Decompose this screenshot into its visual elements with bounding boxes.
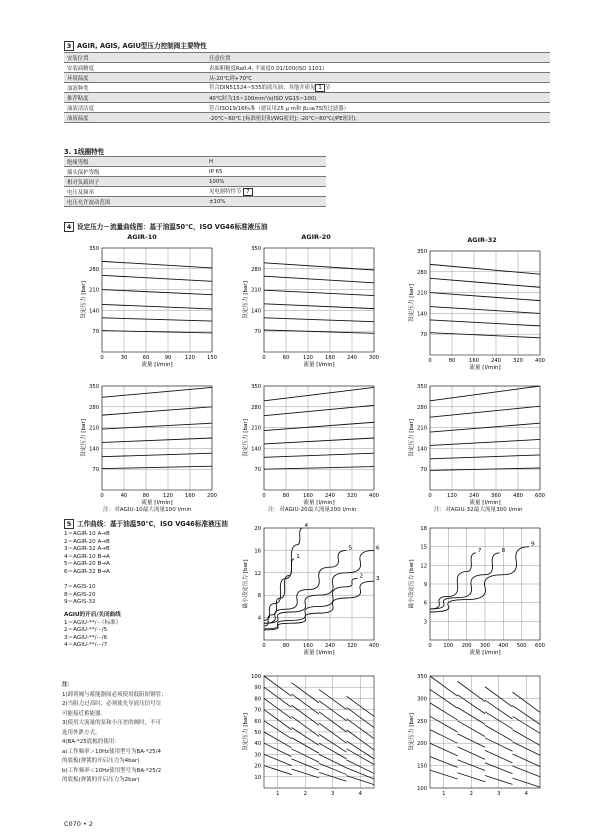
section4-title: 设定压力－流量曲线图：基于油温50℃，ISO VG46标准液压油	[77, 223, 268, 231]
y-tick-label: 140	[417, 446, 427, 453]
table-row	[64, 63, 550, 73]
series-label: 9	[531, 541, 535, 548]
notes	[62, 681, 232, 786]
x-tick-label: 240	[491, 358, 501, 364]
x-tick-label: 240	[325, 643, 335, 649]
x-axis-label: 流量 [l/min]	[303, 500, 335, 506]
chart-agir10	[78, 242, 228, 372]
x-tick-label: 600	[535, 643, 545, 649]
chart-caption: 注：对AGIU-20最大流量200 l/min	[268, 507, 357, 513]
legend-item: 4＝AGIR-10 B→A	[64, 553, 110, 560]
section5-number: 5	[64, 519, 74, 529]
y-tick-label: 90	[254, 685, 261, 692]
x-tick-label: 80	[282, 493, 290, 499]
y-tick-label: 350	[89, 384, 99, 390]
table-row	[64, 53, 550, 63]
x-tick-label: 200	[461, 643, 472, 649]
spec-value: ±10%	[206, 197, 326, 207]
page-number: C070 • 2	[64, 820, 94, 828]
x-tick-label: 320	[347, 643, 357, 649]
y-tick-label: 30	[254, 752, 261, 759]
y-tick-label: 280	[417, 404, 427, 411]
spec-value	[206, 83, 550, 93]
spec-key: 相对负载因子	[64, 177, 206, 187]
legend-item: 8＝AGIS-20	[64, 591, 96, 598]
series-label: 7	[477, 547, 482, 554]
y-tick-label: 9	[423, 582, 427, 588]
table-row	[64, 93, 550, 103]
x-axis-label: 流量 [l/min]	[469, 500, 501, 506]
x-tick-label: 80	[142, 493, 150, 499]
series-label: 8	[501, 547, 506, 554]
spec-value-suffix: 节	[324, 85, 331, 91]
series-line	[264, 422, 374, 430]
series-line	[264, 290, 374, 295]
y-tick-label: 6	[423, 600, 427, 607]
y-tick-label: 20	[254, 763, 261, 770]
x-tick-label: 360	[491, 493, 501, 499]
table-row	[64, 167, 326, 177]
y-tick-label: 70	[420, 332, 427, 339]
note-line: 1)卸荷阀与蓄能器间必须使用低阻短钢管；	[62, 691, 167, 698]
x-tick-label: 0	[428, 493, 432, 499]
x-tick-label: 320	[513, 358, 523, 364]
y-tick-label: 280	[89, 266, 99, 273]
chart-agiu10	[78, 380, 228, 510]
y-tick-label: 70	[254, 707, 261, 714]
section-ref: 7	[243, 188, 252, 196]
series-label: 3	[376, 576, 380, 583]
x-tick-label: 400	[369, 643, 379, 649]
y-tick-label: 100	[417, 786, 427, 792]
y-tick-label: 280	[417, 269, 427, 276]
chart-title-agir20: AGIR-20	[301, 233, 331, 241]
series-label: 4	[304, 523, 309, 529]
series-line	[430, 455, 540, 459]
coil-table	[64, 156, 326, 207]
series-label: 5	[348, 545, 353, 552]
section3-heading	[64, 40, 207, 51]
series-line	[102, 438, 212, 442]
table-row	[64, 103, 550, 113]
y-tick-label: 80	[254, 696, 261, 703]
series-line	[102, 466, 212, 468]
y-axis-label: 设定压力 [bar]	[81, 419, 87, 457]
series-line	[430, 320, 540, 326]
chart-agir20	[240, 242, 390, 372]
note-line: a)工作频率＞10Hz使用型号为BA-*25/4	[62, 748, 162, 755]
legend-item: 7＝AGIS-10	[64, 584, 96, 591]
x-tick-label: 4	[358, 791, 362, 797]
spec-key: 安装面精度	[64, 63, 206, 73]
series-line	[264, 330, 374, 333]
plot-frame	[102, 386, 212, 490]
y-axis-label: 设定压力 [bar]	[409, 284, 415, 322]
series-line	[430, 333, 540, 338]
spec-value: 40℃时为15~100mm²/s(ISO VG15~100)	[206, 93, 550, 103]
spec-key: 电压及频率	[64, 187, 206, 197]
section5-heading	[64, 518, 228, 529]
table-row	[64, 73, 550, 83]
series-line	[102, 290, 212, 295]
chart-agiu20	[240, 380, 390, 510]
legend-item: 6＝AGIR-32 B→A	[64, 568, 110, 575]
x-tick-label: 180	[325, 355, 335, 361]
series-label: 6	[376, 545, 380, 552]
x-tick-label: 120	[303, 355, 313, 361]
y-tick-label: 8	[257, 593, 261, 600]
spec-value-text: 见电器特性节	[209, 189, 242, 195]
spec-key: 油液温度	[64, 113, 206, 123]
x-tick-label: 3	[331, 791, 335, 797]
curve-legend	[64, 531, 121, 650]
section-ref: 1	[315, 84, 324, 92]
plot-frame	[430, 251, 540, 355]
y-tick-label: 350	[417, 249, 427, 255]
y-tick-label: 70	[254, 329, 261, 336]
x-axis-label: 流量 [l/min]	[469, 365, 501, 371]
legend-item: 1＝AGIU-**/···（标准）	[64, 619, 122, 626]
section31-heading: 3. 1线圈特性	[64, 148, 105, 156]
y-tick-label: 60	[254, 718, 261, 725]
x-tick-label: 160	[469, 358, 479, 364]
y-axis-label: 最小设定压力 [bar]	[243, 559, 249, 609]
chart-title-agir10: AGIR-10	[127, 233, 157, 241]
y-tick-label: 70	[420, 467, 427, 474]
y-tick-label: 210	[417, 425, 427, 432]
spec-value: H	[206, 157, 326, 167]
x-tick-label: 120	[447, 493, 457, 499]
note-line: b)工作频率＜10Hz使用型号为BA-*25/2	[62, 767, 162, 774]
x-tick-label: 4	[524, 791, 528, 797]
chart-agir32	[406, 245, 556, 375]
legend-item: 5＝AGIR-20 B→A	[64, 561, 110, 568]
y-tick-label: 280	[251, 266, 261, 273]
y-tick-label: 300	[417, 696, 427, 703]
y-tick-label: 210	[89, 287, 99, 294]
y-tick-label: 210	[251, 287, 261, 294]
spec-key: 推荐粘度	[64, 93, 206, 103]
series-line	[102, 275, 212, 281]
spec-key: 插头保护等级	[64, 167, 206, 177]
table-row	[64, 157, 326, 167]
y-tick-label: 200	[417, 741, 427, 748]
chart-caption: 注：对AGIU-32最大流量300 l/min	[434, 507, 523, 513]
x-tick-label: 120	[163, 493, 173, 499]
section3-title: AGIR, AGIS, AGIU型压力控制阀主要特性	[77, 42, 207, 50]
spec-key: 油液清洁度	[64, 103, 206, 113]
chart-caption: 注：对AGIU-10最大流量100 l/min	[103, 507, 192, 513]
y-tick-label: 150	[417, 763, 427, 770]
spec-value: 从-20℃到+70℃	[206, 73, 550, 83]
y-tick-label: 12	[254, 570, 261, 577]
y-tick-label: 70	[254, 467, 261, 474]
x-tick-label: 0	[262, 493, 266, 499]
x-axis-label: 流量 [l/min]	[469, 650, 501, 656]
chart-agiu-high	[408, 670, 558, 810]
section4-heading	[64, 221, 267, 232]
x-axis-label: 流量 [l/min]	[303, 362, 335, 368]
series-line	[264, 318, 374, 322]
series-line	[264, 453, 374, 457]
table-row	[64, 83, 550, 93]
chart-agiu-low	[242, 670, 392, 810]
series-line	[102, 387, 212, 397]
series-line	[430, 386, 540, 401]
series-line	[430, 293, 540, 301]
spec-value: 任意位置	[206, 53, 550, 63]
series-line	[264, 559, 294, 626]
x-tick-label: 480	[513, 493, 523, 499]
section5-title: 工作曲线：基于油温50℃，ISO VG46标准液压油	[77, 520, 228, 528]
series-line	[102, 261, 212, 268]
spec-key: 电压允许波动范围	[64, 197, 206, 207]
y-tick-label: 350	[89, 246, 99, 252]
spec-value: -20℃~60℃ [标准密封和/WG密封]; -20℃~80℃(/PE密封)。	[206, 113, 550, 123]
table-row	[64, 113, 550, 123]
note-line: 2)当阻力过高时，必须使先导液压信号尽	[62, 701, 162, 707]
notes-title: 注：	[62, 682, 74, 688]
agiu-curve-title: AGIU的开启/关闭曲线	[64, 611, 121, 618]
y-tick-label: 210	[251, 425, 261, 432]
y-axis-label: 设定压力 [bar]	[409, 713, 415, 751]
y-tick-label: 140	[89, 308, 99, 315]
y-tick-label: 70	[92, 329, 99, 336]
section4-number: 4	[64, 222, 74, 232]
x-tick-label: 0	[428, 643, 432, 649]
spec-value-text: 符合DIN51524~535的液压油；其他介质见	[209, 85, 316, 91]
y-tick-label: 250	[417, 718, 427, 725]
x-tick-label: 0	[262, 643, 266, 649]
y-tick-label: 210	[89, 425, 99, 432]
y-tick-label: 10	[254, 774, 261, 781]
x-tick-label: 320	[347, 493, 357, 499]
series-line	[430, 553, 500, 609]
table-row	[64, 187, 326, 197]
x-tick-label: 60	[142, 355, 150, 361]
series-line	[264, 276, 374, 283]
x-tick-label: 160	[303, 643, 313, 649]
section3-number: 3	[64, 41, 74, 51]
legend-item: 3＝AGIR-32 A→B	[64, 546, 110, 553]
x-tick-label: 160	[303, 493, 313, 499]
legend-spacer	[64, 577, 121, 585]
legend-item: 2＝AGIU-**/···/5	[64, 627, 108, 634]
x-tick-label: 300	[369, 355, 379, 361]
x-tick-label: 100	[443, 643, 454, 649]
legend-item: 9＝AGIS-32	[64, 599, 96, 606]
series-line	[102, 407, 212, 415]
series-line	[264, 528, 303, 620]
y-tick-label: 50	[254, 730, 261, 736]
x-tick-label: 0	[100, 355, 104, 361]
plot-frame	[430, 386, 540, 490]
y-tick-label: 140	[251, 446, 261, 453]
y-tick-label: 20	[254, 526, 261, 532]
x-tick-label: 500	[516, 643, 527, 649]
spec-key: 安装位置	[64, 53, 206, 63]
plot-frame	[430, 676, 540, 788]
x-tick-label: 90	[164, 355, 172, 361]
table-row	[64, 177, 326, 187]
series-line	[264, 387, 374, 400]
series-line	[264, 304, 374, 309]
note-line: 的底板(弹簧的开启压力为2bar)	[62, 777, 140, 783]
x-tick-label: 2	[303, 791, 307, 797]
spec-value: 100%	[206, 177, 326, 187]
chart-title-agir32: AGIR-32	[467, 236, 497, 244]
x-tick-label: 40	[120, 493, 128, 499]
y-tick-label: 4	[257, 615, 261, 622]
x-tick-label: 3	[497, 791, 501, 797]
spec-value: 表面粗糙度Ra0.4, 平面度0.01/100(ISO 1101)	[206, 63, 550, 73]
x-tick-label: 400	[535, 358, 545, 364]
y-tick-label: 350	[417, 384, 427, 390]
y-tick-label: 18	[420, 526, 427, 532]
series-line	[430, 439, 540, 445]
x-tick-label: 240	[325, 493, 335, 499]
plot-frame	[102, 248, 212, 352]
y-tick-label: 12	[420, 563, 427, 570]
note-line: 的底板(弹簧的开启压力为4bar)	[62, 758, 140, 764]
x-tick-label: 0	[262, 355, 266, 361]
spec-value	[206, 187, 326, 197]
series-line	[102, 318, 212, 321]
note-line: 4)BA-*25底板的使用：	[62, 739, 120, 745]
y-axis-label: 设定压力 [bar]	[409, 419, 415, 457]
y-axis-label: 设定压力 [bar]	[243, 419, 249, 457]
chart-agiu32	[406, 380, 556, 510]
note-line: 3)使用大流量的泵和小压差的阀时，不可	[62, 720, 162, 726]
series-label: 1	[296, 553, 300, 560]
series-line	[102, 304, 212, 308]
x-tick-label: 30	[120, 355, 128, 361]
spec-value: 符合ISO19/16标准（建议用25 μ m和 β₂₅≥75的过滤器）	[206, 103, 550, 113]
y-axis-label: 设定压力 [bar]	[243, 281, 249, 319]
y-tick-label: 350	[251, 384, 261, 390]
y-tick-label: 40	[254, 741, 261, 748]
chart-agir-min-pressure	[242, 522, 392, 662]
legend-item: 1＝AGIR-10 A→B	[64, 531, 110, 537]
series-line	[430, 278, 540, 287]
series-line	[102, 453, 212, 457]
y-tick-label: 350	[251, 246, 261, 252]
y-axis-label: 设定压力 [bar]	[81, 281, 87, 319]
x-tick-label: 150	[207, 355, 217, 361]
y-tick-label: 210	[417, 290, 427, 297]
y-axis-label: 设定压力 [bar]	[243, 713, 249, 751]
x-tick-label: 120	[185, 355, 195, 361]
x-tick-label: 60	[282, 355, 290, 361]
x-tick-label: 200	[207, 493, 217, 499]
y-tick-label: 140	[417, 311, 427, 318]
legend-item: 2＝AGIR-20 A→B	[64, 538, 110, 545]
x-tick-label: 1	[442, 791, 446, 797]
series-line	[430, 547, 529, 612]
y-tick-label: 3	[423, 619, 427, 626]
x-tick-label: 160	[185, 493, 195, 499]
x-tick-label: 0	[428, 358, 432, 364]
y-tick-label: 16	[254, 548, 261, 555]
spec-table	[64, 52, 550, 123]
x-tick-label: 240	[469, 493, 479, 499]
y-tick-label: 140	[251, 308, 261, 315]
series-line	[430, 307, 540, 314]
x-tick-label: 240	[347, 355, 357, 361]
series-line	[430, 406, 540, 417]
note-line: 选用外泄方式。	[62, 729, 101, 736]
y-tick-label: 100	[251, 674, 261, 680]
y-tick-label: 140	[89, 446, 99, 453]
series-line	[264, 438, 374, 444]
x-tick-label: 600	[535, 493, 545, 499]
x-tick-label: 0	[100, 493, 104, 499]
x-tick-label: 2	[469, 791, 473, 797]
plot-frame	[264, 386, 374, 490]
series-line	[264, 578, 358, 628]
series-line	[430, 264, 540, 274]
y-tick-label: 350	[417, 674, 427, 680]
note-line: 可能接近蓄能器。	[62, 710, 107, 717]
x-tick-label: 300	[480, 643, 490, 649]
x-tick-label: 80	[282, 643, 290, 649]
y-axis-label: 最小设定压力 [bar]	[409, 559, 415, 609]
x-tick-label: 400	[369, 493, 379, 499]
x-tick-label: 400	[498, 643, 509, 649]
x-tick-label: 1	[276, 791, 280, 797]
spec-key: 绝缘等级	[64, 157, 206, 167]
series-line	[102, 423, 212, 429]
x-axis-label: 流量 [l/min]	[303, 650, 335, 656]
spec-value: IP 65	[206, 167, 326, 177]
spec-key: 油液种类	[64, 83, 206, 93]
y-tick-label: 280	[89, 404, 99, 411]
series-label: 2	[359, 573, 364, 580]
legend-item: 3＝AGIU-**/···/6	[64, 634, 108, 641]
y-tick-label: 70	[92, 467, 99, 474]
legend-item: 4＝AGIU-**/···/7	[64, 642, 108, 649]
x-axis-label: 流量 [l/min]	[141, 500, 173, 506]
x-tick-label: 80	[448, 358, 456, 364]
y-tick-label: 15	[420, 544, 427, 551]
series-line	[264, 467, 374, 470]
y-tick-label: 280	[251, 404, 261, 411]
x-axis-label: 流量 [l/min]	[141, 362, 173, 368]
table-row	[64, 197, 326, 207]
spec-key: 环境温度	[64, 73, 206, 83]
chart-agis-min-pressure	[408, 522, 558, 662]
